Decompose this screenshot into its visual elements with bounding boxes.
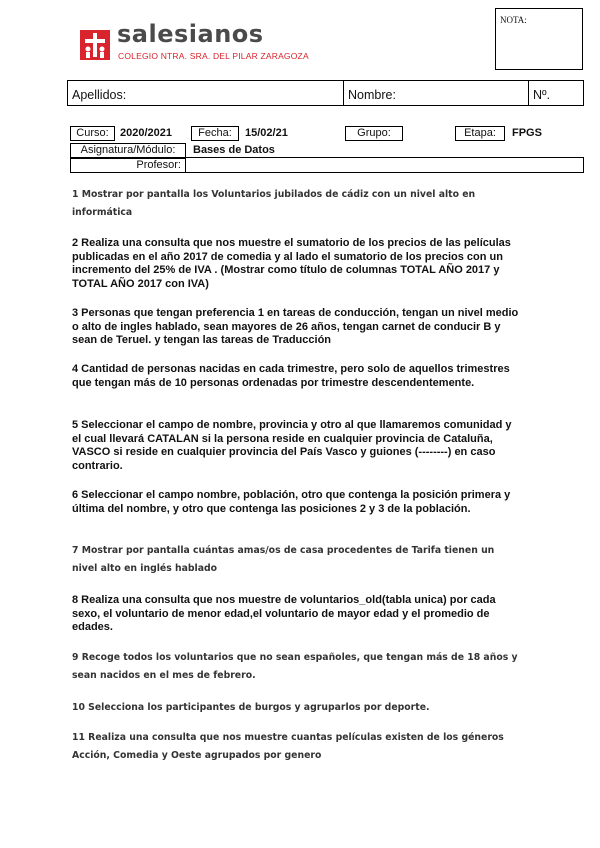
number-field[interactable] bbox=[529, 81, 583, 105]
date-value: 15/02/21 bbox=[245, 127, 288, 139]
name-field[interactable] bbox=[344, 81, 529, 105]
stage-value: FPGS bbox=[512, 127, 542, 139]
grade-label: NOTA: bbox=[500, 15, 527, 25]
date-label: Fecha: bbox=[191, 126, 239, 141]
question-10: 10 Selecciona los participantes de burgos y agruparlos por deporte. bbox=[72, 702, 430, 713]
course-label: Curso: bbox=[70, 126, 115, 141]
question-2: 2 Realiza una consulta que nos muestre el sumatorio de los precios de las películas publicadas en el año 2017 de comedia y al lado el sumatorio de los precios con un incremento del 25% de IVA . (Mostrar como título de columnas TOTAL AÑO 2017 y TOTAL AÑO 2017 con IVA) bbox=[72, 237, 511, 290]
number-label: Nº. bbox=[533, 88, 551, 102]
question-5: 5 Seleccionar el campo de nombre, provincia y otro al que llamaremos comunidad y el cual llevará CATALAN si la persona reside en cualquier provincia de Cataluña, VASCO si reside en cualquier provincia del País Vasco y guiones (--------) en caso contrario. bbox=[72, 419, 512, 472]
surname-field[interactable] bbox=[68, 81, 344, 105]
subject-label: Asignatura/Módulo: bbox=[70, 143, 186, 158]
question-8: 8 Realiza una consulta que nos muestre de voluntarios_old(tabla unica) por cada sexo, el voluntario de menor edad,el voluntario de mayor edad y el promedio de edades. bbox=[72, 594, 496, 633]
surname-label: Apellidos: bbox=[72, 88, 127, 102]
question-7: 7 Mostrar por pantalla cuántas amas/os de casa procedentes de Tarifa tienen un nivel alto en inglés hablado bbox=[72, 545, 495, 574]
teacher-field[interactable] bbox=[186, 157, 584, 173]
grade-box[interactable] bbox=[495, 8, 583, 70]
student-info-row bbox=[67, 80, 584, 106]
subject-value: Bases de Datos bbox=[193, 144, 275, 156]
question-4: 4 Cantidad de personas nacidas en cada trimestre, pero solo de aquellos trimestres que tengan más de 10 personas ordenadas por trimestre descendentemente. bbox=[72, 363, 510, 389]
name-label: Nombre: bbox=[348, 88, 396, 102]
question-6: 6 Seleccionar el campo nombre, población, otro que contenga la posición primera y última del nombre, y otro que contenga las posiciones 2 y 3 de la población. bbox=[72, 489, 511, 515]
brand-name: salesianos bbox=[117, 20, 264, 48]
question-11: 11 Realiza una consulta que nos muestre cuantas películas existen de los géneros Acción, Comedia y Oeste agrupados por genero bbox=[72, 732, 504, 761]
question-3: 3 Personas que tengan preferencia 1 en tareas de conducción, tengan un nivel medio o alto de ingles hablado, sean mayores de 26 años, tengan carnet de conducir B y sean de Teruel. y tengan las tareas de Traducción bbox=[72, 307, 519, 346]
question-1: 1 Mostrar por pantalla los Voluntarios jubilados de cádiz con un nivel alto en informática bbox=[72, 189, 476, 218]
school-name: COLEGIO NTRA. SRA. DEL PILAR ZARAGOZA bbox=[118, 51, 309, 61]
course-value: 2020/2021 bbox=[120, 127, 172, 139]
stage-label: Etapa: bbox=[455, 126, 505, 141]
salesianos-logo-icon bbox=[80, 30, 110, 60]
question-9: 9 Recoge todos los voluntarios que no sean españoles, que tengan más de 18 años y sean nacidos en el mes de febrero. bbox=[72, 652, 518, 681]
teacher-label: Profesor: bbox=[70, 158, 186, 173]
group-label: Grupo: bbox=[345, 126, 403, 141]
